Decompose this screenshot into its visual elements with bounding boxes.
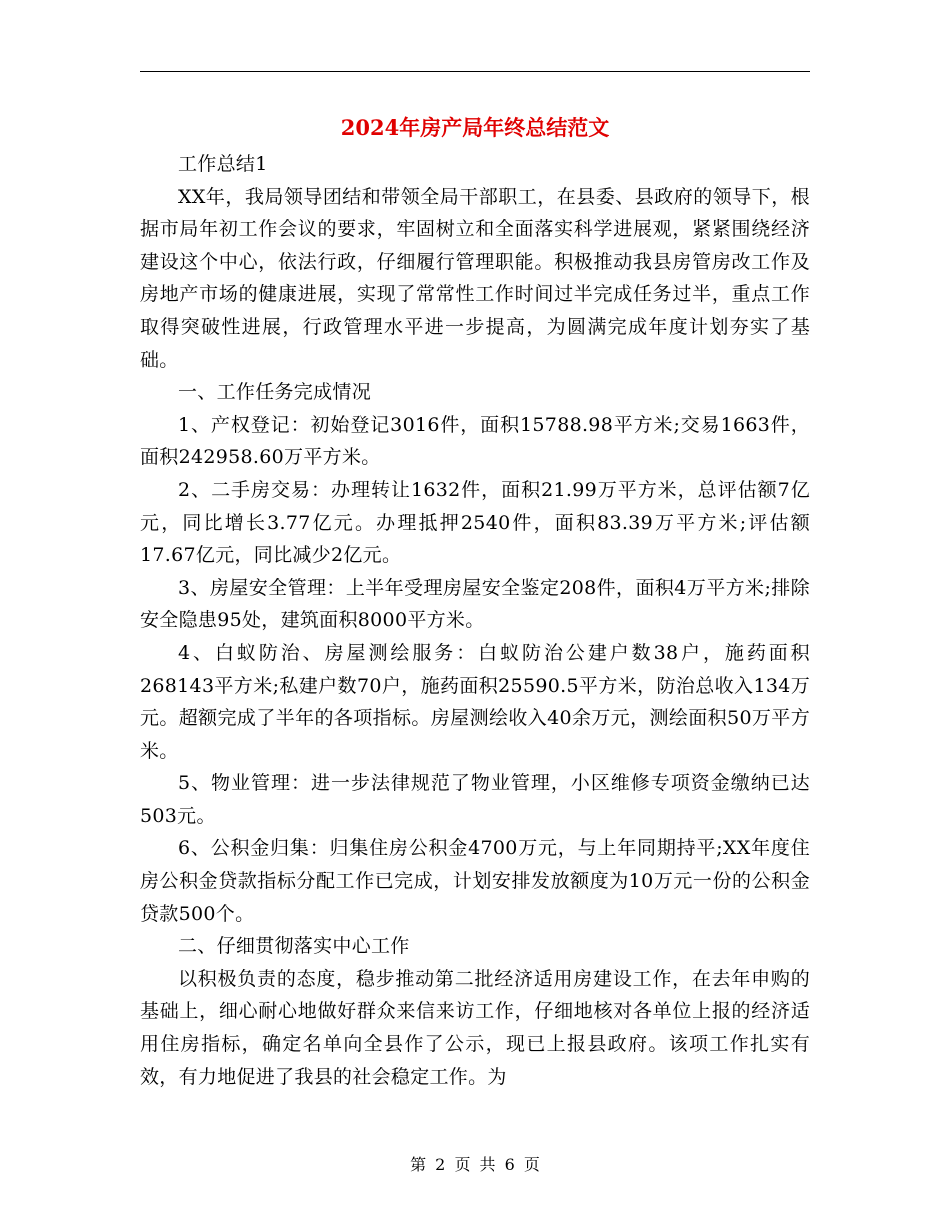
section-heading-tasks: 一、工作任务完成情况 — [178, 381, 372, 404]
item-property-management: 5、物业管理：进一步法律规范了物业管理，小区维修专项资金缴纳已达503元。 — [140, 772, 810, 827]
page-number-footer: 第 2 页 共 6 页 — [410, 1155, 540, 1174]
item-second-hand-trade: 2、二手房交易：办理转让1632件，面积21.99万平方米，总评估额7亿元，同比增长3.77亿元。办理抵押2540件，面积83.39万平方米;评估额17.67亿元，同比减少2亿元。 — [140, 478, 810, 567]
item-property-registration: 1、产权登记：初始登记3016件，面积15788.98平方米;交易1663件，面积242958.60万平方米。 — [140, 413, 810, 469]
section-heading-summary-1: 工作总结1 — [178, 153, 268, 175]
document-body — [140, 148, 810, 1093]
item-provident-fund: 6、公积金归集：归集住房公积金4700万元，与上年同期持平;XX年度住房公积金贷款指标分配工作已完成，计划安排发放额度为10万元一份的公积金贷款500个。 — [140, 837, 810, 925]
section-heading-central-work: 二、仔细贯彻落实中心工作 — [178, 935, 410, 958]
document-title: 2024年房产局年终总结范文 — [340, 115, 610, 140]
central-work-paragraph: 以积极负责的态度，稳步推动第二批经济适用房建设工作，在去年申购的基础上，细心耐心地做好群众来信来访工作，仔细地核对各单位上报的经济适用住房指标，确定名单向全县作了公示，现已上报县政府。该项工作扎实有效，有力地促进了我县的社会稳定工作。为 — [140, 967, 810, 1088]
intro-paragraph: XX年，我局领导团结和带领全局干部职工，在县委、县政府的领导下，根据市局年初工作会议的要求，牢固树立和全面落实科学进展观，紧紧围绕经济建设这个中心，依法行政，仔细履行管理职能。积极推动我县房管房改工作及房地产市场的健康进展，实现了常常性工作时间过半完成任务过半，重点工作取得突破性进展，行政管理水平进一步提高，为圆满完成年度计划夯实了基础。 — [140, 185, 810, 371]
header-rule — [140, 71, 810, 72]
item-housing-safety: 3、房屋安全管理：上半年受理房屋安全鉴定208件，面积4万平方米;排除安全隐患95处，建筑面积8000平方米。 — [140, 576, 810, 632]
item-termite-surveying: 4、白蚁防治、房屋测绘服务：白蚁防治公建户数38户，施药面积268143平方米;私建户数70户，施药面积25590.5平方米，防治总收入134万元。超额完成了半年的各项指标。房屋测绘收入40余万元，测绘面积50万平方米。 — [140, 641, 810, 762]
